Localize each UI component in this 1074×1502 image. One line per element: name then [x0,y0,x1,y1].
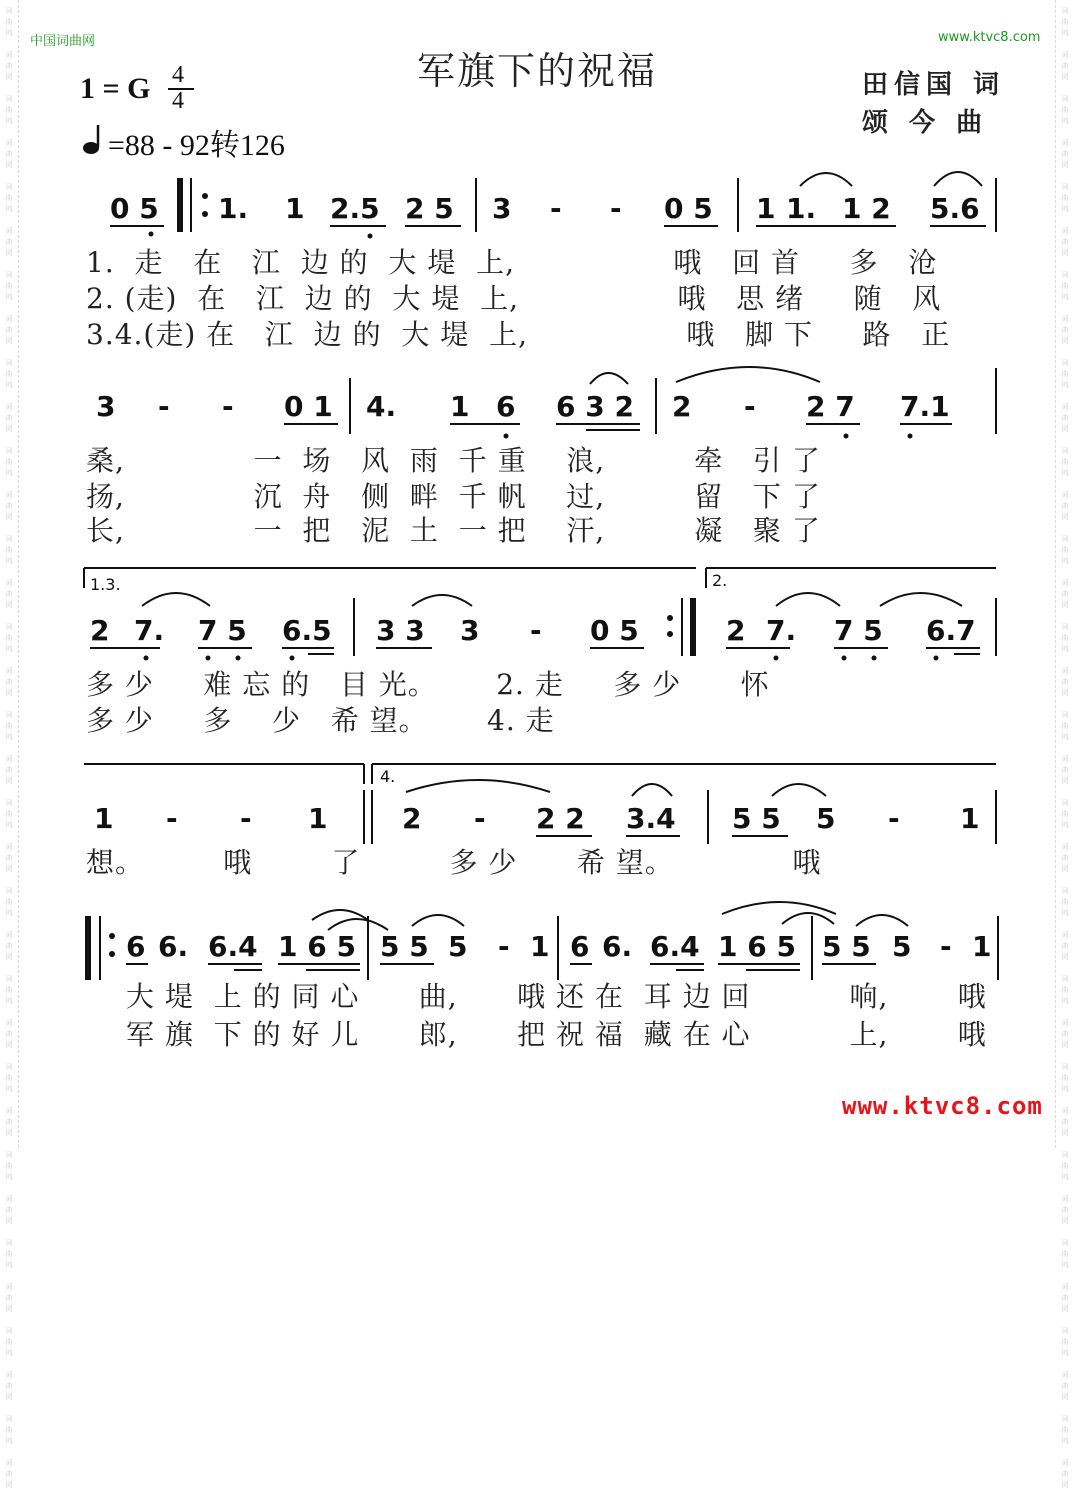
note: 5 5 [822,930,871,963]
note: 7. [766,614,797,647]
time-signature-top: 4 [172,62,184,88]
dash: - [744,390,756,423]
note: 0 5 [664,192,713,225]
dash: - [240,802,252,835]
note: 7. [134,614,165,647]
note: 1 [450,390,470,423]
dot-low [774,656,779,661]
dot-low [872,656,877,661]
note: 3 [96,390,116,423]
note: 6.5 [282,614,332,647]
note: 5 [892,930,912,963]
repeat-dot [667,631,673,637]
dash: - [166,802,178,835]
note: 6.4 [650,930,700,963]
note: 2 2 [536,802,585,835]
note: 1 [756,192,776,225]
slur [142,593,210,606]
note: 2 [90,614,110,647]
note: 6.7 [926,614,976,647]
note: 5 [816,802,836,835]
note: 6 [126,930,146,963]
note: 5 5 [380,930,429,963]
composer-credit: 颂 今 曲 [862,108,989,138]
note: 2.5 [330,192,380,225]
volta-label: 2. [712,571,728,590]
row-3 [84,568,996,737]
note: 1 [94,802,114,835]
slur [412,595,472,606]
note: 1 [960,802,980,835]
lyric-line: 桑, 一 场 风 雨 千 重 浪, 牵 引 了 [86,444,821,477]
row-1 [86,172,996,351]
note: 0 5 [590,614,639,647]
note: 7 5 [834,614,883,647]
dash: - [222,390,234,423]
row-2 [86,367,996,547]
lyric-line: 长, 一 把 泥 土 一 把 汗, 凝 聚 了 [86,514,821,547]
note: 1 [972,930,992,963]
time-signature-bottom: 4 [172,88,184,114]
slur [776,593,840,606]
watermark-text-right: 词 曲 网 词 曲 网 词 曲 网 词 曲 网 词 曲 网 词 曲 网 词 曲 网 词 曲 网 词 曲 网 词 曲 网 词 曲 网 词 曲 网 词 曲 网 词 曲 网 词 曲 网 词 曲 网 词 曲 网 词 曲 网 词 曲 网 词 曲 网 词 曲 网 词 曲 网 词 曲 网 词 曲 网 词 曲 网 词 曲 网 词 曲 网 词 曲 网 词 曲 网 词 曲 网 词 曲 网 词 曲 网 词 曲 网 词 曲 网 [1061,7,1069,1489]
note: 1 6 5 [278,930,356,963]
note: 0 1 [284,390,333,423]
lyric-line: 多 少 难 忘 的 目 光。 2. 走 多 少 怀 [86,668,770,701]
slur [800,173,852,186]
volta-label: 1.3. [90,575,121,594]
lyric-line: 多 少 多 少 希 望。 4. 走 [86,704,555,737]
volta-label: 4. [380,767,396,786]
note: 1 6 5 [718,930,796,963]
lyric-line: 3.4.(走) 在 江 边 的 大 堤 上, 哦 脚 下 路 正 [86,318,951,351]
tie [406,780,550,792]
slur [782,913,834,924]
tie [676,367,820,382]
note: 3 3 [376,614,425,647]
note: 2 7 [806,390,855,423]
site-logo[interactable]: www.ktvc8.com [842,1092,1043,1120]
repeat-dot [202,193,208,199]
dash: - [474,802,486,835]
watermark-text-left: 词 曲 网 词 曲 网 词 曲 网 词 曲 网 词 曲 网 词 曲 网 词 曲 网 词 曲 网 词 曲 网 词 曲 网 词 曲 网 词 曲 网 词 曲 网 词 曲 网 词 曲 网 词 曲 网 词 曲 网 词 曲 网 词 曲 网 词 曲 网 词 曲 网 词 曲 网 词 曲 网 词 曲 网 词 曲 网 词 曲 网 词 曲 网 词 曲 网 词 曲 网 词 曲 网 词 曲 网 词 曲 网 词 曲 网 词 曲 网 [5,7,13,1489]
note: 1 [308,802,328,835]
dash: - [530,614,542,647]
note: 5 [448,930,468,963]
slur [590,373,628,384]
note: 1 2 [842,192,891,225]
dot-low [844,434,849,439]
dash: - [158,390,170,423]
note: 6.4 [208,930,258,963]
dash: - [498,930,510,963]
site-url-right[interactable]: www.ktvc8.com [938,30,1041,45]
note: 2 5 [405,192,454,225]
dash: - [940,930,952,963]
row-4 [84,764,996,879]
note: 1 [285,192,305,225]
note: 6 [496,390,516,423]
slur [880,593,962,606]
note: 7.1 [900,390,950,423]
dash: - [610,192,622,225]
repeat-dot [202,211,208,217]
tempo-marking: =88 - 92转126 [108,129,285,162]
lyric-line: 2. (走) 在 江 边 的 大 堤 上, 哦 思 绪 随 风 [86,282,942,315]
note: 3 [492,192,512,225]
key-signature: 1 = G [80,72,151,105]
song-title: 军旗下的祝福 [416,49,657,93]
lyric-line: 想。 哦 了 多 少 希 望。 哦 [86,846,822,879]
note: 6. [602,930,633,963]
note: 1 [530,930,550,963]
note: 4. [366,390,397,423]
lyricist-credit: 田信国 词 [862,70,1006,100]
dot-low [290,656,295,661]
lyric-line: 1. 走 在 江 边 的 大 堤 上, 哦 回 首 多 沧 [86,246,938,279]
dash: - [550,192,562,225]
repeat-dot [667,615,673,621]
note: 2 [726,614,746,647]
dot-low [908,434,913,439]
note: 7 5 [198,614,247,647]
lyric-line: 扬, 沉 舟 侧 畔 千 帆 过, 留 下 了 [86,480,821,513]
note: 2 [402,802,422,835]
repeat-dot [109,933,115,939]
note: 6 3 2 [556,390,634,423]
slur [722,902,836,914]
note: 1. [218,192,249,225]
note: 0 5 [110,192,159,225]
note: 3.4 [626,802,676,835]
lyric-line: 大 堤 上 的 同 心 曲, 哦 还 在 耳 边 回 响, 哦 [126,980,987,1013]
dot-low [236,656,241,661]
note: 6 [570,930,590,963]
slur [412,915,464,926]
note: 1. [786,192,817,225]
note: 5 5 [732,802,781,835]
dash: - [888,802,900,835]
slur [632,784,672,796]
dot-low [934,656,939,661]
dot-low [144,656,149,661]
dot-low [368,234,373,239]
note: 5.6 [930,192,980,225]
repeat-dot [109,951,115,957]
slur [934,172,982,186]
site-name-left[interactable]: 中国词曲网 [30,34,96,49]
slur [772,784,826,796]
note: 6. [158,930,189,963]
dot-low [842,656,847,661]
note: 2 [672,390,692,423]
dot-low [149,232,154,237]
lyric-line: 军 旗 下 的 好 儿 郎, 把 祝 福 藏 在 心 上, 哦 [126,1018,987,1051]
slur [856,915,908,926]
note: 3 [460,614,480,647]
slur [328,919,388,930]
row-5 [88,902,998,1051]
dot-low [504,434,509,439]
dot-low [206,656,211,661]
